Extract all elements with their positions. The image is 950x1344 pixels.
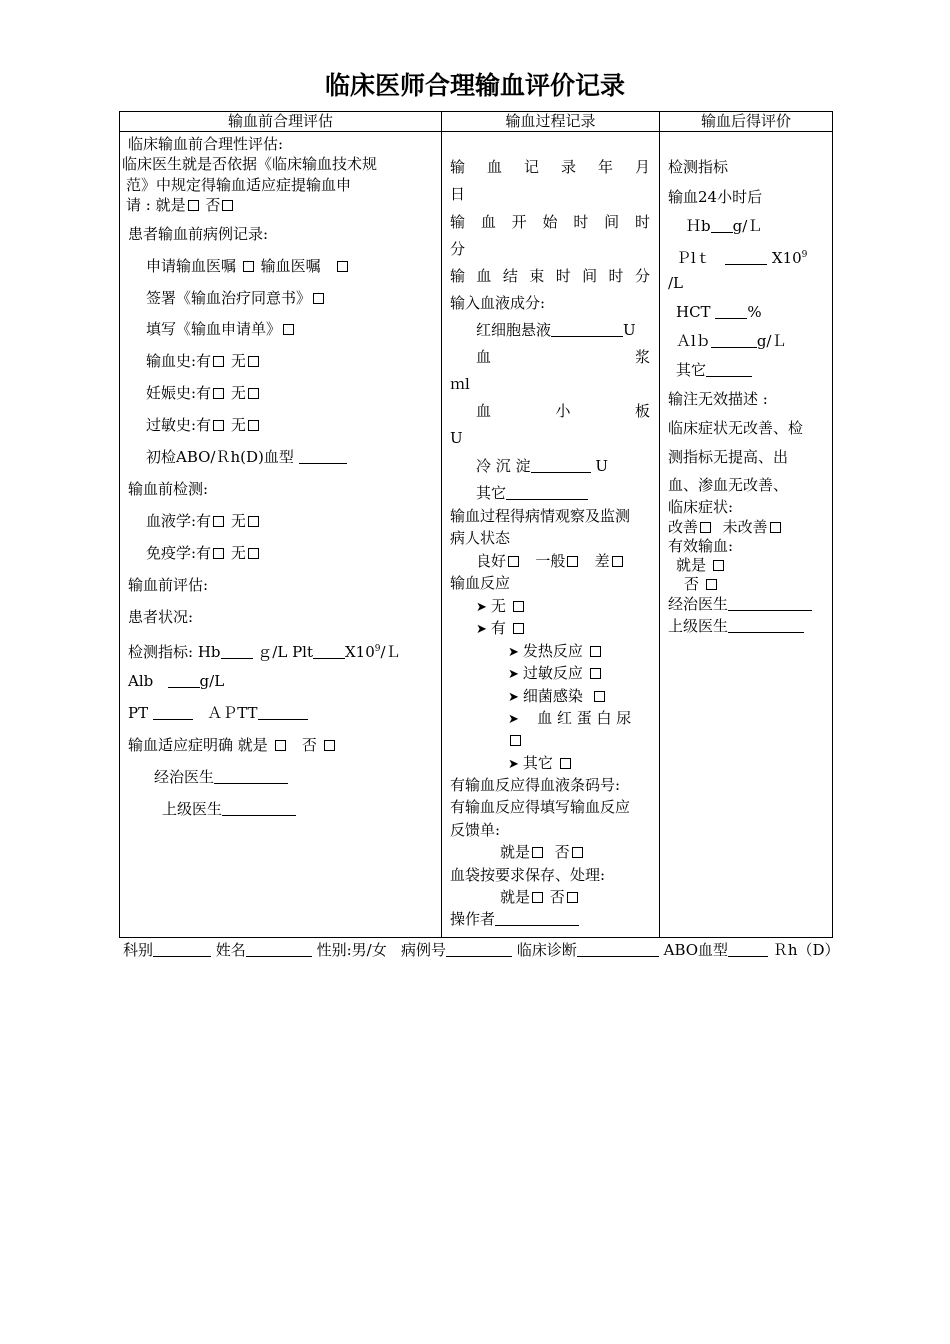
case-number-label: 病例号 <box>401 941 447 959</box>
text-line: 输血开始时间时 <box>450 213 650 231</box>
checkbox[interactable] <box>313 293 324 304</box>
header-transfusion-process: 输血过程记录 <box>442 112 660 132</box>
text-line: 就是 否 <box>500 887 580 907</box>
text-line: 临床症状无改善、检 <box>668 419 804 437</box>
checkbox[interactable] <box>532 847 543 858</box>
text-line: ｍl <box>450 375 470 393</box>
text-line: 范》中规定得输血适应症提输血申 <box>126 176 352 194</box>
checkbox[interactable] <box>248 548 259 559</box>
header-post-transfusion: 输血后得评价 <box>660 112 833 132</box>
blank-field[interactable] <box>531 458 591 473</box>
checkbox[interactable] <box>275 740 286 751</box>
checkbox[interactable] <box>508 556 519 567</box>
checkbox[interactable] <box>510 735 521 746</box>
text-line: 输血过程得病情观察及监测 <box>450 507 631 525</box>
abo-label: ABO血型 <box>663 941 729 959</box>
text-line: 否 <box>684 574 719 594</box>
checkbox[interactable] <box>243 261 254 272</box>
arrow-bullet-icon: ➤ <box>508 690 519 705</box>
text-line: ➤ 其它 <box>508 753 573 775</box>
evaluation-table <box>119 111 833 938</box>
text-line: U <box>450 429 463 447</box>
text-line: 输血史:有 无 <box>146 351 261 371</box>
post-transfusion-cell <box>660 132 833 938</box>
blank-field[interactable] <box>214 769 288 784</box>
text-line: 测指标无提高、出 <box>668 448 789 466</box>
arrow-bullet-icon: ➤ <box>476 600 487 615</box>
rh-label: Ｒh（D） <box>772 941 840 959</box>
arrow-bullet-icon: ➤ <box>508 757 519 772</box>
blank-field[interactable] <box>221 644 253 659</box>
checkbox[interactable] <box>337 261 348 272</box>
blank-field[interactable] <box>153 705 193 720</box>
text-line: 分 <box>450 240 466 258</box>
text-line: 检测指标: Hb ｇ/L Plt $X10^9/L$ <box>128 643 401 661</box>
text-line: 血袋按要求保存、处理: <box>450 866 606 884</box>
text-line: 就是 否 <box>500 842 585 862</box>
text-line: 输血反应 <box>450 574 511 592</box>
text-line: 临床症状: <box>668 498 734 516</box>
text-line: 临床医生就是否依据《临床输血技术规 <box>122 155 378 173</box>
text-line: 有输血反应得血液条码号: <box>450 776 621 794</box>
text-line: 反馈单: <box>450 821 501 839</box>
checkbox[interactable] <box>700 522 711 533</box>
abo-field[interactable] <box>728 942 768 957</box>
text-line: 病人状态 <box>450 529 511 547</box>
text-line: ➤ 血 红 蛋 白 尿 <box>508 709 632 727</box>
blank-field[interactable] <box>551 322 623 337</box>
arrow-bullet-icon: ➤ <box>476 622 487 637</box>
text-line: 上级医生 <box>162 799 296 819</box>
name-field[interactable] <box>246 942 312 957</box>
checkbox[interactable] <box>213 548 224 559</box>
text-line: /L <box>668 274 684 292</box>
text-line: 输血结束时间时分 <box>450 267 650 285</box>
text-line: 经治医生 <box>668 594 812 614</box>
text-line: 输血适应症明确 就是 否 <box>128 735 337 755</box>
diagnosis-label: 临床诊断 <box>516 941 577 959</box>
blank-field[interactable] <box>711 333 757 348</box>
checkbox[interactable] <box>770 522 781 533</box>
blank-field[interactable] <box>313 644 345 659</box>
blank-field[interactable] <box>725 250 767 265</box>
checkbox[interactable] <box>590 668 601 679</box>
checkbox[interactable] <box>560 758 571 769</box>
text-line: HCT % <box>676 303 762 321</box>
text-line: PT ＡＰTT <box>128 703 308 723</box>
pre-transfusion-cell <box>120 132 442 938</box>
text-line: Ｐlｔ $X10^9$ <box>676 249 808 267</box>
text-line: 输注无效描述 : <box>668 390 768 408</box>
checkbox[interactable] <box>213 356 224 367</box>
text-line: 冷 沉 淀 U <box>476 457 608 475</box>
text-line: 其它 <box>676 360 752 380</box>
checkbox[interactable] <box>222 200 233 211</box>
checkbox[interactable] <box>248 356 259 367</box>
case-number-field[interactable] <box>446 942 512 957</box>
text-line: ➤ 无 <box>476 596 526 618</box>
checkbox[interactable] <box>532 892 543 903</box>
header-pre-transfusion: 输血前合理评估 <box>120 112 442 132</box>
text-line: 签署《输血治疗同意书》 <box>146 288 326 308</box>
text-line: 输血24小时后 <box>668 188 763 206</box>
blank-field[interactable] <box>495 911 579 926</box>
text-line: 检测指标 <box>668 158 729 176</box>
blank-field[interactable] <box>728 618 804 633</box>
text-line: 过敏史:有 无 <box>146 415 261 435</box>
checkbox[interactable] <box>324 740 335 751</box>
text-line: 输血前检测: <box>128 480 209 498</box>
checkbox[interactable] <box>213 516 224 527</box>
text-line: 初检ABO/Ｒh(D)血型 <box>146 447 347 467</box>
checkbox[interactable] <box>283 324 294 335</box>
text-line: 上级医生 <box>668 616 804 636</box>
text-line: 就是 <box>676 555 726 575</box>
transfusion-process-cell <box>442 132 660 938</box>
checkbox[interactable] <box>248 516 259 527</box>
blank-field[interactable] <box>168 673 200 688</box>
text-line: 请 : 就是 否 <box>126 195 235 215</box>
arrow-bullet-icon: ➤ <box>508 667 519 682</box>
text-line: 输血前评估: <box>128 576 209 594</box>
text-line: 妊娠史:有 无 <box>146 383 261 403</box>
text-line: 免疫学:有 无 <box>146 543 261 563</box>
checkbox[interactable] <box>188 200 199 211</box>
checkbox[interactable] <box>513 601 524 612</box>
text-line: ➤ 过敏反应 <box>508 663 603 685</box>
checkbox[interactable] <box>594 691 605 702</box>
arrow-bullet-icon: ➤ <box>508 712 519 727</box>
diagnosis-field[interactable] <box>577 942 659 957</box>
blank-field[interactable] <box>706 362 752 377</box>
checkbox[interactable] <box>513 623 524 634</box>
text-line: ➤ 有 <box>476 618 526 640</box>
text-line: 日 <box>450 185 466 203</box>
checkbox[interactable] <box>213 388 224 399</box>
blank-field[interactable] <box>711 218 733 233</box>
text-line: 血液学:有 无 <box>146 511 261 531</box>
text-line: 输入血液成分: <box>450 294 546 312</box>
department-field[interactable] <box>153 942 211 957</box>
text-line: 患者状况: <box>128 608 194 626</box>
text-line: 其它 <box>476 483 588 503</box>
gender-label: 性别:男/女 <box>316 941 387 959</box>
text-line: 申请输血医嘱 输血医嘱 <box>146 256 350 276</box>
text-line: 填写《输血申请单》 <box>146 319 296 339</box>
blank-field[interactable] <box>506 485 588 500</box>
checkbox[interactable] <box>567 556 578 567</box>
text-line: 经治医生 <box>154 767 288 787</box>
blank-field[interactable] <box>258 705 308 720</box>
text-line: Ｈb g/Ｌ <box>686 217 763 235</box>
checkbox[interactable] <box>248 388 259 399</box>
text-line: 患者输血前病例记录: <box>128 225 269 243</box>
text-line: 良好 一般 差 <box>476 551 625 571</box>
text-line: 血浆 <box>476 348 650 366</box>
text-line: 有效输血: <box>668 537 734 555</box>
blank-field[interactable] <box>222 801 296 816</box>
text-line: 临床输血前合理性评估: <box>128 135 284 153</box>
text-line: 改善 未改善 <box>668 517 783 537</box>
text-line: 血、渗血无改善、 <box>668 476 789 494</box>
arrow-bullet-icon: ➤ <box>508 645 519 660</box>
checkbox[interactable] <box>213 420 224 431</box>
text-line: Ａlｂ g/Ｌ <box>676 332 787 350</box>
text-line: Alb g/L <box>128 672 225 690</box>
checkbox[interactable] <box>590 646 601 657</box>
text-line: 红细胞悬液 U <box>476 321 636 339</box>
blank-field[interactable] <box>715 304 747 319</box>
text-line: ➤ 细菌感染 <box>508 686 607 708</box>
name-label: 姓名 <box>215 941 246 959</box>
checkbox[interactable] <box>706 579 717 590</box>
blank-field[interactable] <box>299 449 347 464</box>
checkbox[interactable] <box>572 847 583 858</box>
text-line: ➤ 发热反应 <box>508 641 603 663</box>
patient-info-footer <box>123 939 840 960</box>
text-line <box>508 730 523 750</box>
text-line: 操作者 <box>450 909 579 929</box>
text-line: 输血记录年月 <box>450 158 650 176</box>
blank-field[interactable] <box>728 596 812 611</box>
department-label: 科别 <box>123 941 154 959</box>
checkbox[interactable] <box>612 556 623 567</box>
checkbox[interactable] <box>248 420 259 431</box>
checkbox[interactable] <box>713 560 724 571</box>
page-title: 临床医师合理输血评价记录 <box>324 71 625 100</box>
text-line: 血小板 <box>476 402 650 420</box>
checkbox[interactable] <box>567 892 578 903</box>
text-line: 有输血反应得填写输血反应 <box>450 798 631 816</box>
